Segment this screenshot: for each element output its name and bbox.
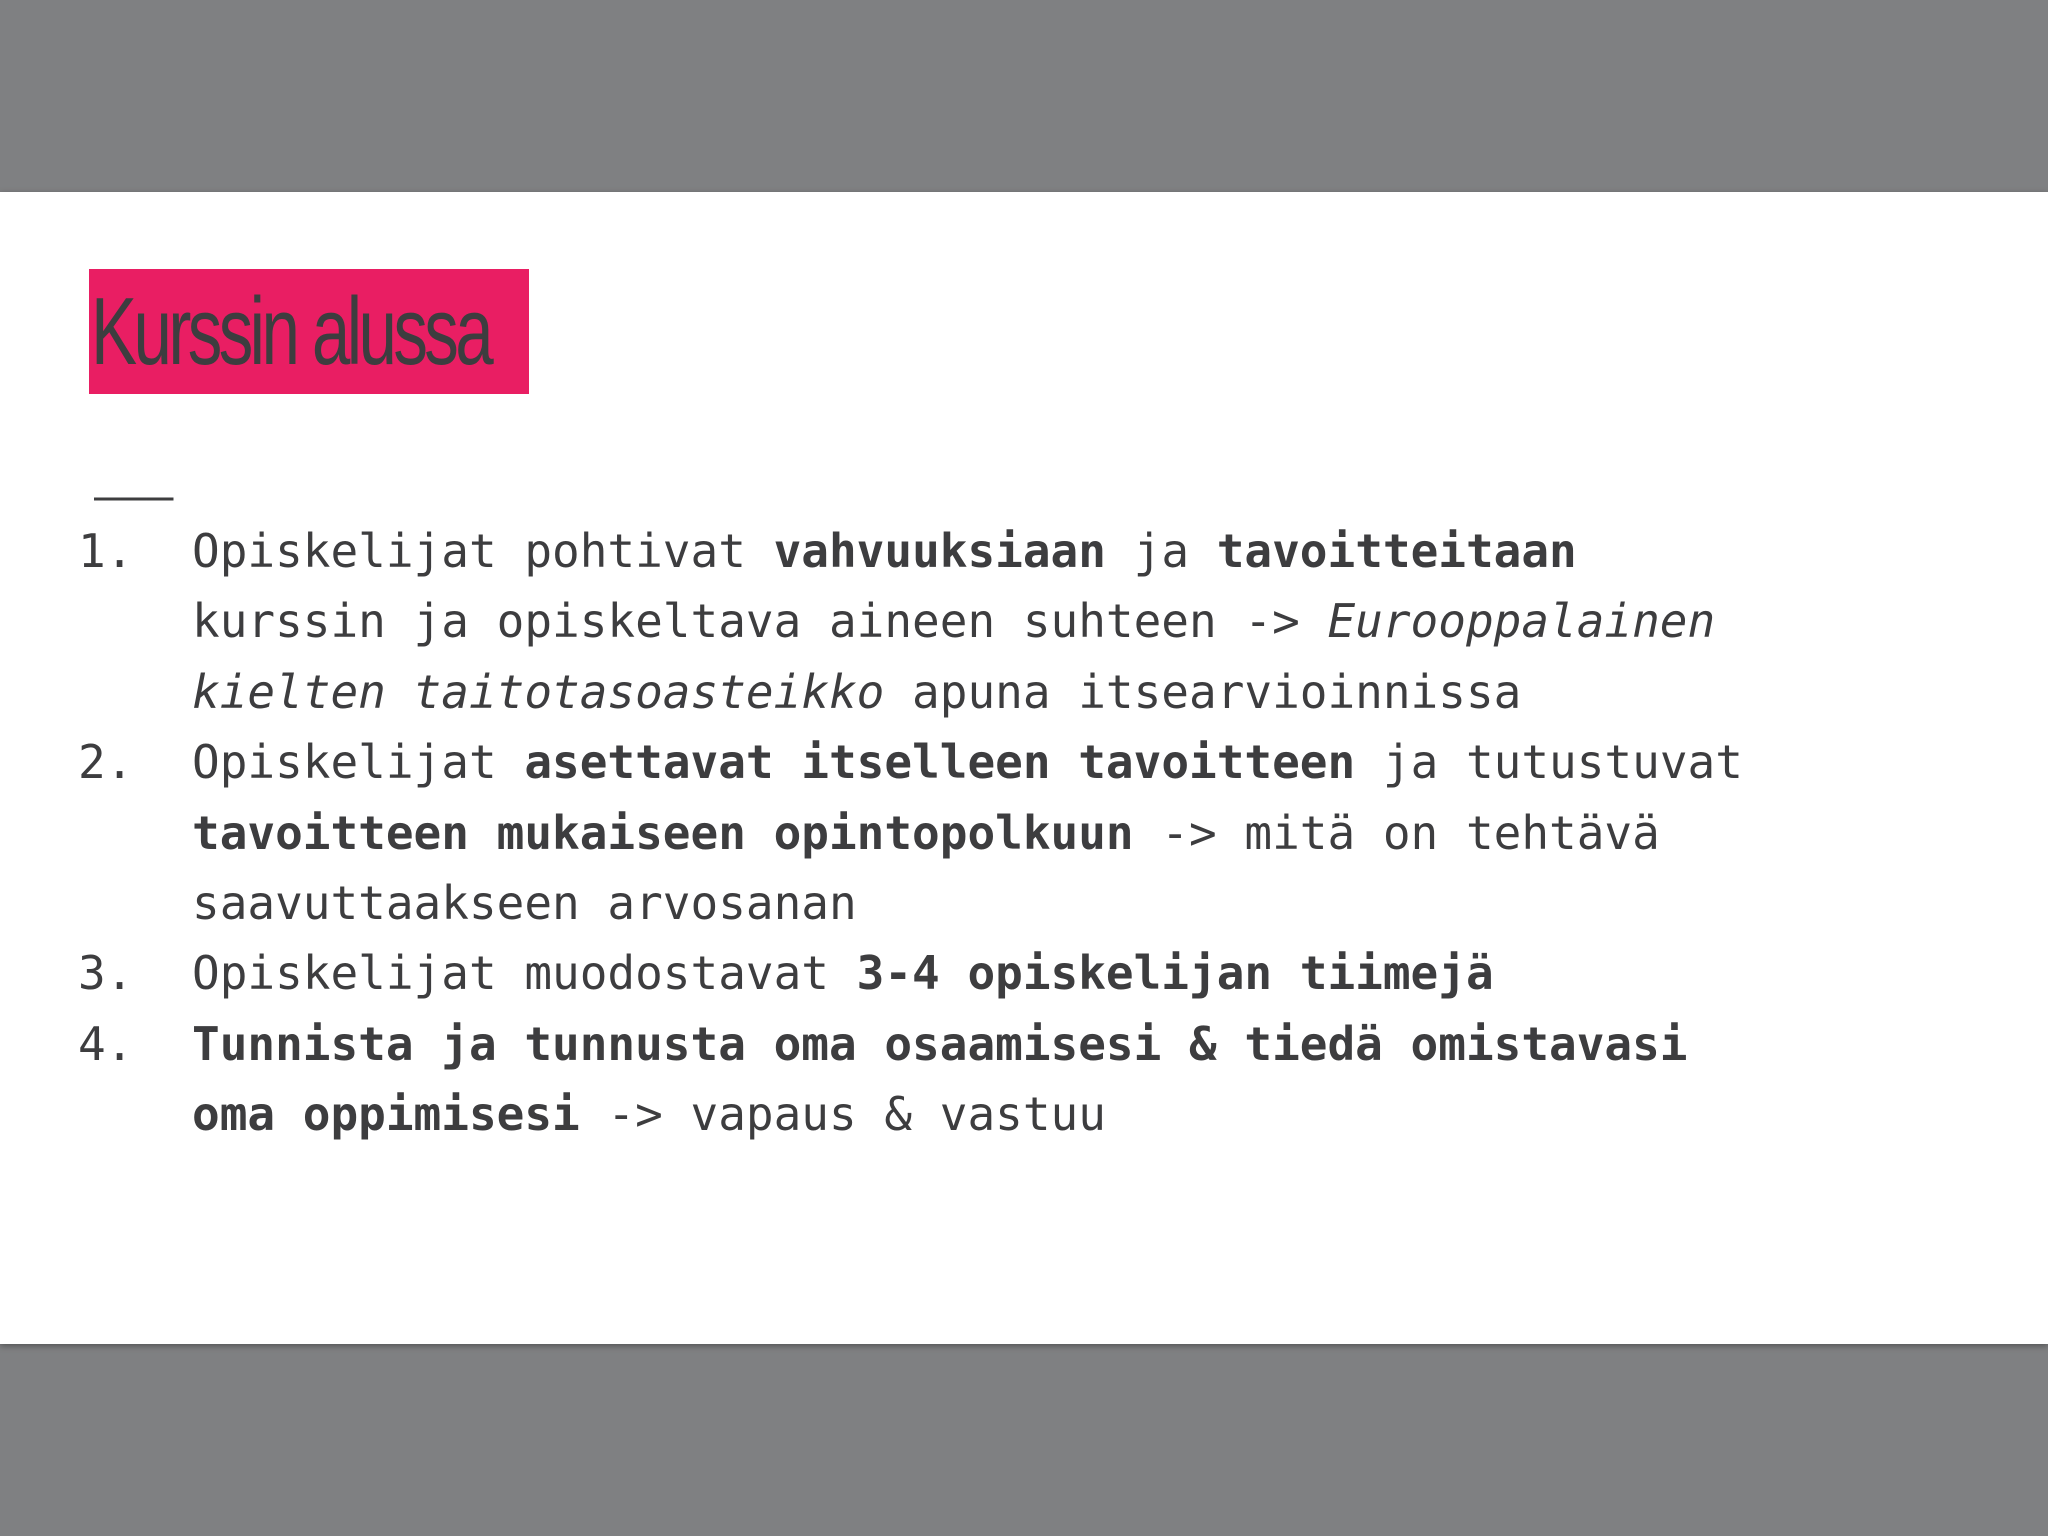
text-segment-bold: tavoitteen mukaiseen opintopolkuun [192, 805, 1134, 860]
text-segment-normal: ja [1105, 524, 1217, 578]
text-segment-normal: kurssin ja opiskeltava aineen suhteen -> [192, 594, 1328, 649]
list-item [78, 938, 1998, 1008]
list-item-line [192, 938, 1992, 1008]
text-segment-italic: kielten taitotasoasteikko [192, 664, 885, 719]
text-segment-normal: -> vapaus & vastuu [579, 1087, 1106, 1142]
text-segment-normal: saavuttaakseen arvosanan [192, 876, 857, 931]
slide-title: Kurssin alussa [91, 277, 491, 385]
list-item-number: 3. [78, 946, 134, 1001]
list-item-number: 2. [78, 735, 134, 790]
list-item-line [192, 586, 1992, 656]
text-segment-bold: tavoitteitaan [1216, 524, 1577, 578]
list-item [78, 516, 1998, 727]
title-highlight [89, 269, 529, 394]
list-item-line [192, 516, 1992, 586]
list-item-number: 1. [78, 524, 134, 578]
text-segment-bold: Tunnista ja tunnusta oma osaamisesi & tiedä omistavasi [192, 1016, 1688, 1071]
list-item-line [192, 657, 1992, 727]
list-item [78, 1009, 1998, 1150]
text-segment-normal: Opiskelijat muodostavat [192, 946, 857, 1001]
text-segment-normal: ja tutustuvat [1355, 735, 1743, 790]
list-item-text [192, 1009, 1992, 1150]
text-segment-bold: vahvuuksiaan [773, 524, 1106, 578]
list-item-line [192, 868, 1992, 938]
list-item-text [192, 727, 1992, 938]
list-item-text [192, 516, 1992, 727]
text-segment-bold: 3-4 opiskelijan tiimejä [856, 946, 1494, 1001]
list-item-line [192, 798, 1992, 868]
numbered-list [78, 516, 1998, 1150]
list-item-line [192, 727, 1992, 797]
text-segment-normal: Opiskelijat [192, 735, 525, 790]
list-item-line [192, 1009, 1992, 1079]
text-segment-normal: -> mitä on tehtävä [1133, 805, 1660, 860]
text-segment-bold: oma oppimisesi [192, 1087, 580, 1142]
text-segment-normal: apuna itsearvioinnissa [884, 664, 1522, 719]
list-item-line [192, 1079, 1992, 1149]
title-divider: ——— [94, 471, 174, 522]
list-item [78, 727, 1998, 938]
slide [0, 192, 2048, 1344]
text-segment-bold: asettavat itselleen tavoitteen [524, 735, 1356, 790]
list-item-number: 4. [78, 1016, 134, 1071]
text-segment-normal: Opiskelijat pohtivat [192, 524, 774, 578]
text-segment-italic: Eurooppalainen [1327, 594, 1716, 649]
list-item-text [192, 938, 1992, 1008]
